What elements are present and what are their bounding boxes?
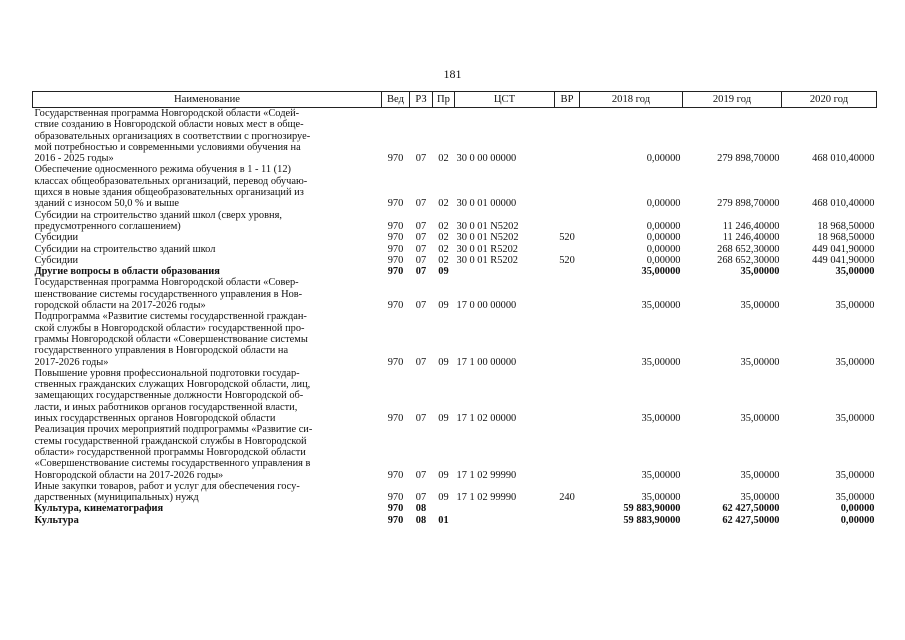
cell-pr: 09 xyxy=(438,492,449,504)
header-name: Наименование xyxy=(33,92,382,108)
table-row xyxy=(33,244,877,255)
cell-y2020: 449 041,90000 xyxy=(812,243,875,255)
cell-ved: 970 xyxy=(387,356,404,368)
cell-pr: 01 xyxy=(438,514,449,526)
cell-rz: 08 xyxy=(415,503,427,515)
cell-y2019: 35,00000 xyxy=(740,266,780,278)
cell-pr: 09 xyxy=(438,266,449,278)
cell-cst: 30 0 01 R5202 xyxy=(456,254,518,266)
cell-y2018: 0,00000 xyxy=(646,220,681,232)
cell-vr xyxy=(555,108,580,165)
cell-y2020: 0,00000 xyxy=(840,503,875,515)
cell-vr xyxy=(555,210,580,233)
cell-y2019: 35,00000 xyxy=(740,492,780,504)
cell-vr xyxy=(555,424,580,480)
cell-y2019: 279 898,70000 xyxy=(717,153,780,165)
cell-vr xyxy=(555,277,580,311)
cell-name: Обеспечение односменного режима обучения в 1 - 11 (12) классах общеобразовательных организаций, перевод обучаю- щихся в новые здания общеобразовательных организаций из зданий с износом 50,0 % и выше xyxy=(34,164,308,210)
cell-pr: 02 xyxy=(438,243,449,255)
cell-pr: 09 xyxy=(438,300,449,312)
cell-cst: 30 0 01 R5202 xyxy=(456,243,518,255)
cell-rz: 07 xyxy=(415,254,427,266)
cell-name: Субсидии на строительство зданий школ xyxy=(34,243,216,255)
cell-name: Государственная программа Новгородской области «Совер- шенствование системы государственного управления в Нов- городской области на 2017-2026 годы» xyxy=(34,277,303,312)
cell-y2020: 35,00000 xyxy=(835,492,875,504)
cell-y2018: 35,00000 xyxy=(641,356,681,368)
cell-vr: 240 xyxy=(559,492,575,504)
cell-vr xyxy=(555,503,580,514)
table-row xyxy=(33,210,877,233)
cell-ved: 970 xyxy=(387,153,404,165)
cell-y2018: 35,00000 xyxy=(641,492,681,504)
cell-rz: 07 xyxy=(415,413,427,425)
header-cst: ЦСТ xyxy=(455,92,555,108)
cell-y2019: 62 427,50000 xyxy=(722,514,780,526)
cell-pr xyxy=(433,503,455,514)
cell-y2018: 35,00000 xyxy=(641,266,681,278)
cell-y2020: 35,00000 xyxy=(835,300,875,312)
cell-name: Повышение уровня профессиональной подготовки государ- ственных гражданских служащих Новгородской области, лиц, замещающих государственные должности Новгородской об- ласти, и иных работников органов государственной власти, иных государственных органов Новгородской области xyxy=(34,367,311,425)
table-header-row xyxy=(33,92,877,108)
cell-cst: 17 0 00 00000 xyxy=(456,300,517,312)
cell-ved: 970 xyxy=(387,243,404,255)
cell-y2018: 59 883,90000 xyxy=(623,503,681,515)
cell-ved: 970 xyxy=(387,469,404,481)
budget-table xyxy=(32,91,877,526)
cell-pr: 09 xyxy=(438,413,449,425)
cell-y2020: 18 968,50000 xyxy=(817,232,875,244)
cell-pr: 02 xyxy=(438,220,449,232)
cell-ved: 970 xyxy=(387,503,404,515)
cell-cst: 30 0 00 00000 xyxy=(456,153,517,165)
table-body xyxy=(33,108,877,526)
cell-ved: 970 xyxy=(387,514,404,526)
table-row xyxy=(33,311,877,367)
header-ved: Вед xyxy=(382,92,410,108)
cell-y2020: 35,00000 xyxy=(835,266,875,278)
table-row xyxy=(33,255,877,266)
cell-rz: 07 xyxy=(415,153,427,165)
cell-ved: 970 xyxy=(387,492,404,504)
table-row xyxy=(33,515,877,526)
cell-y2019: 35,00000 xyxy=(740,356,780,368)
cell-cst: 17 1 00 00000 xyxy=(456,356,517,368)
cell-y2020: 0,00000 xyxy=(840,514,875,526)
cell-rz: 08 xyxy=(415,514,427,526)
cell-cst xyxy=(455,515,555,526)
cell-y2018: 0,00000 xyxy=(646,254,681,266)
cell-y2019: 268 652,30000 xyxy=(717,243,780,255)
cell-y2018: 0,00000 xyxy=(646,153,681,165)
cell-name: Другие вопросы в области образования xyxy=(34,266,220,278)
cell-y2019: 62 427,50000 xyxy=(722,503,780,515)
cell-rz: 07 xyxy=(415,220,427,232)
table-row xyxy=(33,266,877,277)
header-2019: 2019 год xyxy=(683,92,782,108)
table-row xyxy=(33,108,877,165)
cell-ved: 970 xyxy=(387,220,404,232)
cell-cst: 30 0 01 00000 xyxy=(456,198,517,210)
cell-vr xyxy=(555,266,580,277)
cell-y2019: 11 246,40000 xyxy=(722,220,780,232)
cell-y2020: 468 010,40000 xyxy=(812,153,875,165)
cell-pr: 02 xyxy=(438,254,449,266)
cell-rz: 07 xyxy=(415,232,427,244)
cell-cst: 17 1 02 99990 xyxy=(456,492,517,504)
cell-cst: 17 1 02 00000 xyxy=(456,413,517,425)
cell-y2020: 35,00000 xyxy=(835,413,875,425)
cell-ved: 970 xyxy=(387,232,404,244)
header-2018: 2018 год xyxy=(580,92,683,108)
cell-ved: 970 xyxy=(387,198,404,210)
cell-y2018: 0,00000 xyxy=(646,198,681,210)
header-pr: Пр xyxy=(433,92,455,108)
cell-y2018: 35,00000 xyxy=(641,413,681,425)
cell-name: Субсидии xyxy=(34,232,79,244)
cell-ved: 970 xyxy=(387,413,404,425)
cell-y2020: 449 041,90000 xyxy=(812,254,875,266)
cell-rz: 07 xyxy=(415,356,427,368)
cell-vr xyxy=(555,368,580,424)
cell-cst xyxy=(455,503,555,514)
cell-cst: 30 0 01 N5202 xyxy=(456,220,519,232)
cell-vr: 520 xyxy=(559,254,575,266)
cell-vr xyxy=(555,515,580,526)
cell-vr xyxy=(555,311,580,367)
cell-vr: 520 xyxy=(559,232,575,244)
table-row xyxy=(33,232,877,243)
cell-y2020: 18 968,50000 xyxy=(817,220,875,232)
cell-name: Государственная программа Новгородской области «Содей- ствие созданию в Новгородской области новых мест в обще- образовательных организациях в соответствии с прогнозируе- мой потребностью и современными условиями обучения на 2016 - 2025 годы» xyxy=(34,108,311,165)
cell-y2019: 35,00000 xyxy=(740,413,780,425)
cell-y2019: 35,00000 xyxy=(740,300,780,312)
cell-cst: 30 0 01 N5202 xyxy=(456,232,519,244)
cell-name: Подпрограмма «Развитие системы государственной граждан- ской службы в Новгородской области» государственной про- граммы Новгородской области «Совершенствование системы государственного управления в Новгородской области на 2017-2026 годы» xyxy=(34,311,308,368)
cell-ved: 970 xyxy=(387,254,404,266)
table-row xyxy=(33,481,877,504)
table-row xyxy=(33,164,877,209)
cell-rz: 07 xyxy=(415,492,427,504)
cell-pr: 02 xyxy=(438,198,449,210)
cell-y2018: 35,00000 xyxy=(641,469,681,481)
cell-name: Иные закупки товаров, работ и услуг для обеспечения госу- дарственных (муниципальных) нужд xyxy=(34,480,300,504)
cell-y2019: 279 898,70000 xyxy=(717,198,780,210)
header-vr: ВР xyxy=(555,92,580,108)
table-row xyxy=(33,277,877,311)
cell-rz: 07 xyxy=(415,469,427,481)
table-row xyxy=(33,368,877,424)
cell-y2019: 11 246,40000 xyxy=(722,232,780,244)
cell-name: Культура, кинематография xyxy=(34,503,164,515)
cell-y2020: 35,00000 xyxy=(835,469,875,481)
cell-ved: 970 xyxy=(387,300,404,312)
cell-pr: 09 xyxy=(438,469,449,481)
cell-y2020: 35,00000 xyxy=(835,356,875,368)
cell-y2020: 468 010,40000 xyxy=(812,198,875,210)
cell-y2018: 0,00000 xyxy=(646,243,681,255)
cell-pr: 02 xyxy=(438,153,449,165)
cell-pr: 09 xyxy=(438,356,449,368)
cell-y2018: 35,00000 xyxy=(641,300,681,312)
cell-cst xyxy=(455,266,555,277)
cell-y2018: 0,00000 xyxy=(646,232,681,244)
cell-pr: 02 xyxy=(438,232,449,244)
cell-y2018: 59 883,90000 xyxy=(623,514,681,526)
cell-rz: 07 xyxy=(415,198,427,210)
cell-rz: 07 xyxy=(415,266,427,278)
page-number: 181 xyxy=(443,67,462,81)
cell-name: Субсидии на строительство зданий школ (сверх уровня, предусмотренного соглашением) xyxy=(34,209,282,232)
header-rz: РЗ xyxy=(410,92,433,108)
cell-name: Культура xyxy=(34,514,79,526)
cell-ved: 970 xyxy=(387,266,404,278)
cell-name: Реализация прочих мероприятий подпрограммы «Развитие си- стемы государственной гражданской службы в Новгородской области» государственной программы Новгородской области «Совершенствование системы государственного управления в Новгородской области на 2017-2026 годы» xyxy=(34,424,313,481)
cell-rz: 07 xyxy=(415,300,427,312)
cell-rz: 07 xyxy=(415,243,427,255)
table-row xyxy=(33,424,877,480)
cell-y2019: 268 652,30000 xyxy=(717,254,780,266)
cell-vr xyxy=(555,244,580,255)
header-2020: 2020 год xyxy=(782,92,877,108)
cell-cst: 17 1 02 99990 xyxy=(456,469,517,481)
cell-y2019: 35,00000 xyxy=(740,469,780,481)
cell-vr xyxy=(555,164,580,209)
cell-name: Субсидии xyxy=(34,254,79,266)
table-row xyxy=(33,503,877,514)
